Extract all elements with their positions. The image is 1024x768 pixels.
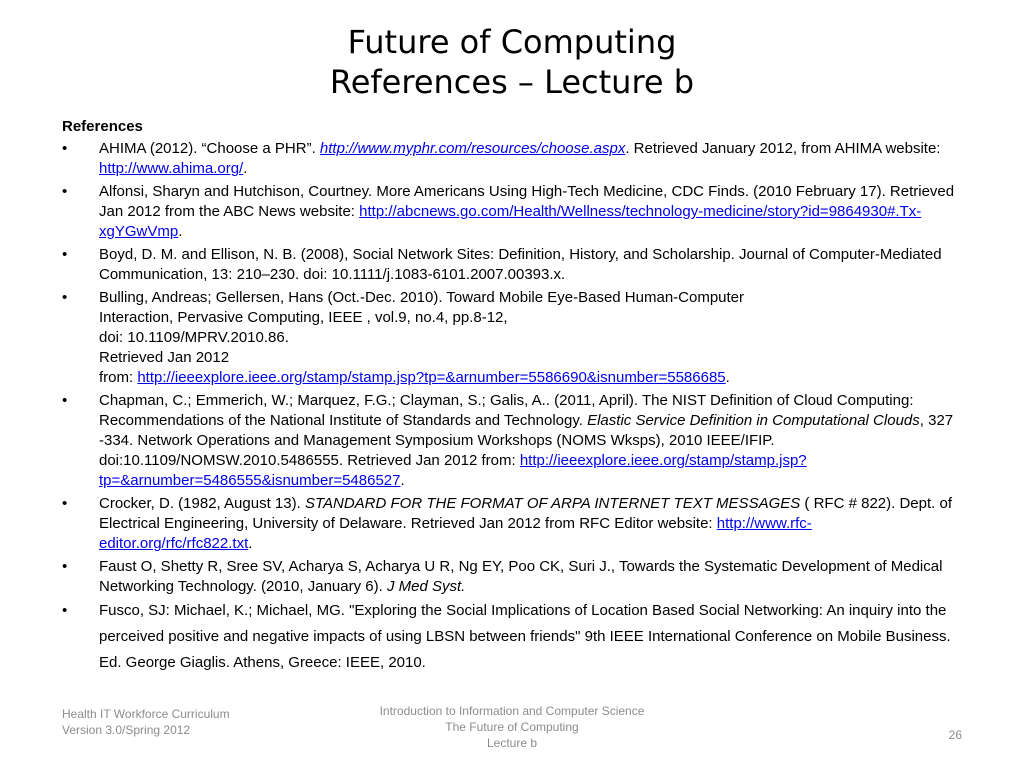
reference-text: Boyd, D. M. and Ellison, N. B. (2008), Social Network Sites: Definition, History, and Scholarship. Journal of Computer-Mediated Communication, 13: 210–230. doi: 10.1111/j.1083-6101.2007.00393.x. bbox=[99, 246, 942, 283]
reference-item bbox=[62, 391, 962, 491]
reference-link[interactable]: http://abcnews.go.com/Health/Wellness/technology-medicine/story?id=9864930#.Tx-xgYGwVmp bbox=[99, 203, 922, 240]
references-heading: References bbox=[62, 118, 143, 135]
reference-text: Interaction, Pervasive Computing, IEEE , vol.9, no.4, pp.8-12, bbox=[99, 309, 508, 326]
footer-course-line3: Lecture b bbox=[486, 736, 538, 750]
reference-item bbox=[62, 288, 962, 388]
reference-item bbox=[62, 139, 962, 179]
reference-item bbox=[62, 182, 962, 242]
reference-text: . bbox=[400, 472, 405, 489]
reference-text: . bbox=[243, 160, 248, 177]
footer-course-line2: The Future of Computing bbox=[445, 720, 579, 734]
reference-list bbox=[62, 139, 962, 676]
reference-text: doi: 10.1109/MPRV.2010.86. bbox=[99, 329, 289, 346]
reference-italic-text: Elastic Service Definition in Computational Clouds bbox=[587, 412, 920, 429]
reference-link[interactable]: http://www.ahima.org/ bbox=[99, 160, 244, 177]
footer-course bbox=[312, 703, 712, 751]
reference-link[interactable]: http://www.rfc-editor.org/rfc/rfc822.txt bbox=[99, 515, 812, 552]
reference-text: Alfonsi, Sharyn and Hutchison, Courtney. More Americans Using High-Tech Medicine, CDC Finds. (2010 February 17). Retrieved Jan 2012 from the ABC News website: bbox=[99, 183, 955, 220]
slide-title bbox=[0, 22, 1024, 102]
slide-title-line2: References – Lecture b bbox=[329, 63, 695, 101]
footer-curriculum-line1: Health IT Workforce Curriculum bbox=[62, 707, 230, 721]
reference-text: from: bbox=[99, 369, 138, 386]
footer-curriculum-line2: Version 3.0/Spring 2012 bbox=[62, 723, 191, 737]
reference-text: Retrieved Jan 2012 bbox=[99, 349, 230, 366]
reference-text: . bbox=[178, 223, 183, 240]
reference-text: Faust O, Shetty R, Sree SV, Acharya S, Acharya U R, Ng EY, Poo CK, Suri J., Towards the Systematic Development of Medical Networking Technology. (2010, January 6). bbox=[99, 558, 943, 595]
reference-link[interactable]: http://www.myphr.com/resources/choose.aspx bbox=[319, 140, 626, 157]
reference-text: ( RFC # 822). Dept. of Electrical Engineering, University of Delaware. Retrieved Jan 2012 from RFC Editor website: bbox=[99, 495, 952, 532]
reference-text: Bulling, Andreas; Gellersen, Hans (Oct.-Dec. 2010). Toward Mobile Eye-Based Human-Computer bbox=[99, 289, 745, 306]
footer-course-line1: Introduction to Information and Computer Science bbox=[379, 704, 645, 718]
slide-title-line1: Future of Computing bbox=[347, 23, 677, 61]
reference-italic-text: J Med Syst. bbox=[386, 578, 466, 595]
footer-curriculum bbox=[62, 706, 230, 738]
reference-item bbox=[62, 598, 962, 676]
reference-text: Crocker, D. (1982, August 13). bbox=[99, 495, 305, 512]
page-number: 26 bbox=[948, 728, 962, 742]
reference-link[interactable]: http://ieeexplore.ieee.org/stamp/stamp.jsp?tp=&arnumber=5486555&isnumber=5486527 bbox=[99, 452, 807, 489]
slide-content bbox=[62, 117, 962, 679]
reference-item bbox=[62, 494, 962, 554]
reference-item bbox=[62, 557, 962, 597]
reference-text: Chapman, C.; Emmerich, W.; Marquez, F.G.; Clayman, S.; Galis, A.. (2011, April). The NIST Definition of Cloud Computing: Recommendations of the National Institute of Standards and Technology. bbox=[99, 392, 914, 429]
reference-item bbox=[62, 245, 962, 285]
reference-text: , 327 -334. Network Operations and Management Symposium Workshops (NOMS Wksps), 2010 IEEE/IFIP. doi:10.1109/NOMSW.2010.5486555. Retrieved Jan 2012 from: bbox=[99, 412, 954, 469]
reference-text: Fusco, SJ: Michael, K.; Michael, MG. "Exploring the Social Implications of Location Based Social Networking: An inquiry into the perceived positive and negative impacts of using LBSN between friends" 9th IEEE International Conference on Mobile Business. Ed. George Giaglis. Athens, Greece: IEEE, 2010. bbox=[99, 602, 951, 671]
reference-text: . bbox=[725, 369, 730, 386]
reference-text: . Retrieved January 2012, from AHIMA website: bbox=[625, 140, 941, 157]
reference-link[interactable]: http://ieeexplore.ieee.org/stamp/stamp.jsp?tp=&arnumber=5586690&isnumber=5586685 bbox=[137, 369, 726, 386]
reference-text: AHIMA (2012). “Choose a PHR”. bbox=[99, 140, 320, 157]
reference-text: . bbox=[248, 535, 253, 552]
reference-italic-text: STANDARD FOR THE FORMAT OF ARPA INTERNET TEXT MESSAGES bbox=[304, 495, 801, 512]
